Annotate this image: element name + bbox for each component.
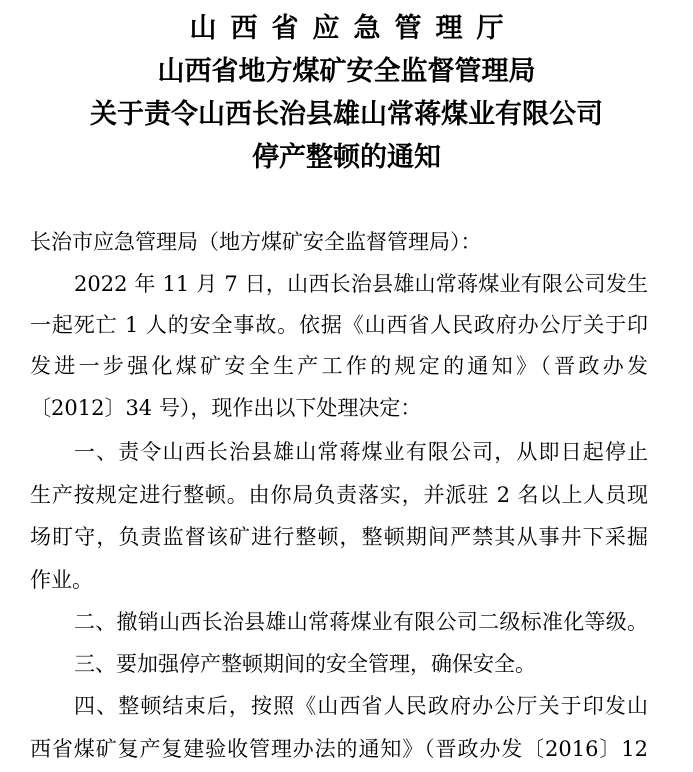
body-line: 作业。 xyxy=(30,568,93,592)
body-line: 一起死亡 1 人的安全事故。依据《山西省人民政府办公厅关于印 xyxy=(30,313,648,337)
body-line: 西省煤矿复产复建验收管理办法的通知》（晋政办发〔2016〕12 xyxy=(30,737,648,761)
notice-title-line-2: 停产整顿的通知 xyxy=(252,142,441,173)
body-line: 一、责令山西长治县雄山常蒋煤业有限公司，从即日起停止 xyxy=(74,440,648,464)
body-line: 四、整顿结束后，按照《山西省人民政府办公厅关于印发山 xyxy=(74,694,648,718)
issuer-title-1: 山西省应急管理厅 xyxy=(189,13,518,44)
body-line: 生产按规定进行整顿。由你局负责落实，并派驻 2 名以上人员现 xyxy=(30,483,648,507)
addressee: 长治市应急管理局（地方煤矿安全监督管理局）： xyxy=(30,230,482,254)
notice-title-line-1: 关于责令山西长治县雄山常蒋煤业有限公司 xyxy=(90,99,603,130)
body-line: 场盯守，负责监督该矿进行整顿，整顿期间严禁其从事井下采掘 xyxy=(30,525,648,549)
body-line: 发进一步强化煤矿安全生产工作的规定的通知》（晋政办发 xyxy=(30,354,648,378)
issuer-title-2: 山西省地方煤矿安全监督管理局 xyxy=(157,56,536,87)
body-line: 三、要加强停产整顿期间的安全管理，确保安全。 xyxy=(74,652,536,676)
body-line: 〔2012〕34 号），现作出以下处理决定： xyxy=(30,396,422,420)
body-line: 二、撤销山西长治县雄山常蒋煤业有限公司二级标准化等级。 xyxy=(74,610,648,634)
body-line: 2022 年 11 月 7 日，山西长治县雄山常蒋煤业有限公司发生 xyxy=(74,272,648,296)
